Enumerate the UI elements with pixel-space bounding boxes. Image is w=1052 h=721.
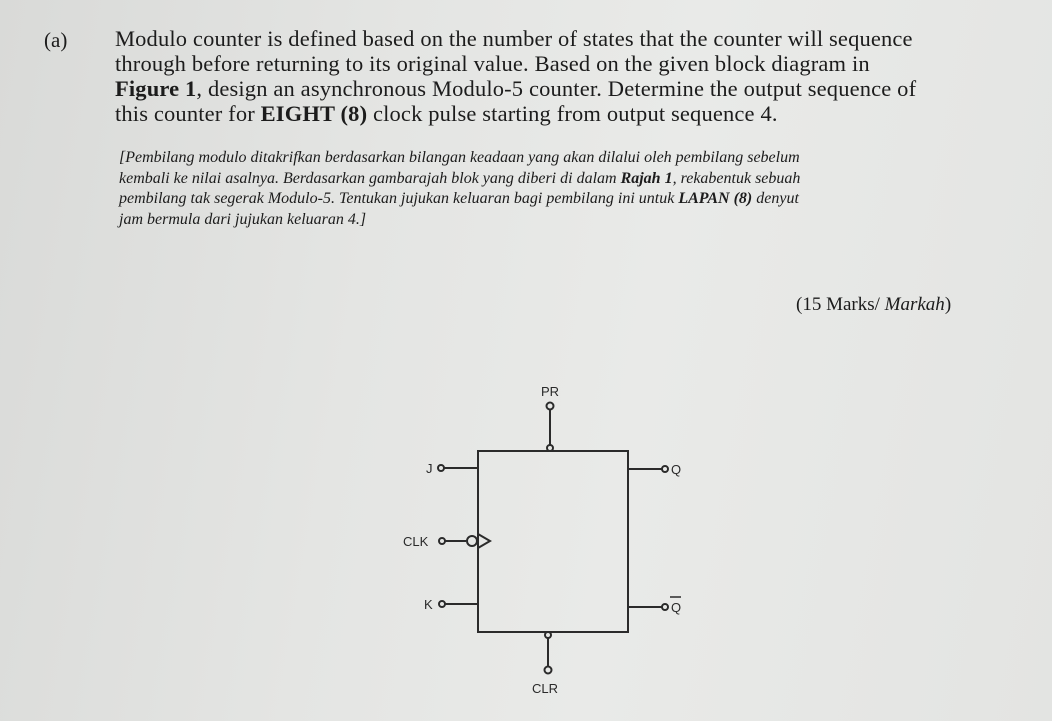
clr-label: CLR [532, 681, 559, 696]
flipflop-block [478, 451, 628, 632]
malay-line-4: jam bermula dari jujukan keluaran 4.] [119, 210, 367, 228]
clr-bubble [545, 667, 552, 674]
english-line-1: Modulo counter is defined based on the number of states that the counter will sequence [115, 26, 913, 51]
q-bubble [662, 466, 668, 472]
marks-allocation: (15 Marks/ Markah) [796, 294, 952, 315]
lapan-emphasis: LAPAN (8) [678, 190, 753, 207]
malay-line-2: kembali ke nilai asalnya. Berdasarkan gambarajah blok yang diberi di dalam Rajah 1, rekabentuk sebuah [119, 169, 801, 187]
j-label: J [426, 461, 433, 476]
qbar-label: Q [671, 600, 682, 615]
english-line-3: Figure 1, design an asynchronous Modulo-5 counter. Determine the output sequence of [115, 76, 917, 101]
malay-line-3: pembilang tak segerak Modulo-5. Tentukan jujukan keluaran bagi pembilang ini untuk LAPAN (8) denyut [119, 190, 799, 207]
k-bubble [439, 601, 445, 607]
clk-inversion-bubble [467, 536, 477, 546]
figure-reference: Figure 1 [115, 76, 197, 101]
rajah-reference: Rajah 1 [620, 169, 673, 187]
malay-line-1: [Pembilang modulo ditakrifkan berdasarkan bilangan keadaan yang akan dilalui oleh pembilang sebelum [119, 149, 800, 166]
pr-bubble [547, 403, 554, 410]
pr-label: PR [541, 384, 560, 399]
pr-inversion-bubble [547, 445, 553, 451]
question-label: (a) [44, 28, 68, 52]
clr-inversion-bubble [545, 632, 551, 638]
clk-bubble [439, 538, 445, 544]
english-line-4: this counter for EIGHT (8) clock pulse starting from output sequence 4. [115, 101, 778, 126]
q-label: Q [671, 462, 682, 477]
english-line-2: through before returning to its original value. Based on the given block diagram in [115, 51, 870, 76]
eight-emphasis: EIGHT (8) [260, 101, 368, 126]
clk-label: CLK [403, 534, 429, 549]
j-bubble [438, 465, 444, 471]
qbar-bubble [662, 604, 668, 610]
clk-triangle [478, 534, 490, 548]
k-label: K [424, 597, 433, 612]
